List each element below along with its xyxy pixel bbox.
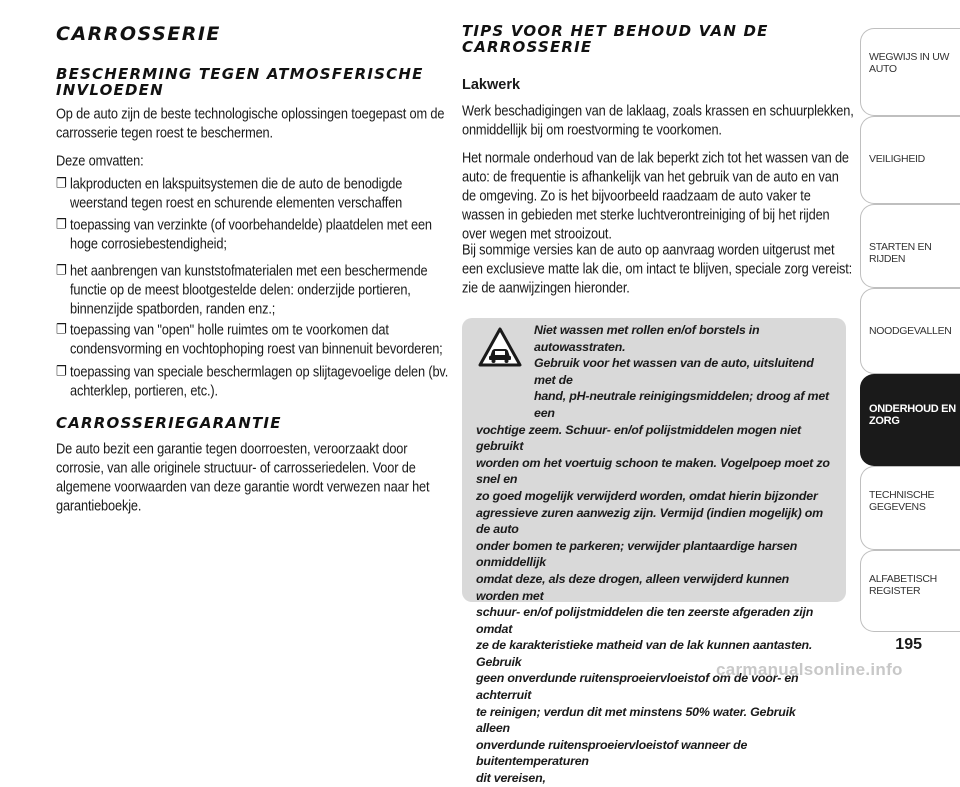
- text-line: onmiddellijk bij om roestvorming te voorkomen.: [462, 121, 722, 138]
- text-line: carrosserie tegen roest te beschermen.: [56, 124, 273, 141]
- text-line: toepassing van "open" holle ruimtes om te voorkomen dat: [70, 321, 389, 338]
- checkbox-bullet-icon: ❒: [56, 363, 67, 379]
- bullet-item: [56, 320, 470, 358]
- text-line: binnenzijde spatborden, randen enz.;: [70, 300, 276, 317]
- lakwerk-paragraph-1: [462, 101, 862, 139]
- tab-wegwijs-in-uw-auto[interactable]: [860, 28, 960, 116]
- warning-text: [476, 322, 832, 787]
- warning-line: agressieve zuren aanwezig zijn. Vermijd (indien mogelijk) om de auto: [476, 505, 823, 537]
- text-line: auto: de frequentie is afhankelijk van het gebruik van de auto en van: [462, 168, 839, 185]
- bullet-item: [56, 174, 470, 212]
- lead-text: Deze omvatten:: [56, 152, 144, 169]
- text-line: Op de auto zijn de beste technologische oplossingen toegepast om de: [56, 105, 445, 122]
- text-line: het aanbrengen van kunststofmaterialen met een beschermende: [70, 262, 428, 279]
- checkbox-bullet-icon: ❒: [56, 175, 67, 191]
- tab-label-line: AUTO: [869, 63, 897, 75]
- tab-label-line: ZORG: [869, 415, 900, 427]
- warning-line: Niet wassen met rollen en/of borstels in autowasstraten.: [534, 323, 760, 354]
- tab-technische-gegevens[interactable]: [860, 466, 960, 550]
- text-line: Werk beschadigingen van de laklaag, zoals krassen en schuurplekken,: [462, 102, 854, 119]
- lakwerk-paragraph-3: [462, 240, 862, 297]
- subheading-lakwerk: Lakwerk: [462, 77, 521, 93]
- text-line: condensvorming en vochtophoping roest van binnenuit bevorderen;: [70, 340, 443, 357]
- heading-line: CARROSSERIE: [462, 38, 593, 56]
- text-line: De auto bezit een garantie tegen doorroesten, veroorzaakt door: [56, 440, 408, 457]
- tab-label-line: ONDERHOUD EN: [869, 403, 956, 415]
- checkbox-bullet-icon: ❒: [56, 262, 67, 278]
- text-line: Bij sommige versies kan de auto op aanvraag worden uitgerust met: [462, 241, 835, 258]
- tab-label: [869, 573, 937, 597]
- text-line: algemene voorwaarden van deze garantie wordt verwezen naar het: [56, 478, 430, 495]
- text-line: lakproducten en lakspuitsystemen die de auto de benodigde: [70, 175, 403, 192]
- section-heading-garantie: CARROSSERIEGARANTIE: [56, 414, 282, 432]
- tab-label: [869, 403, 956, 427]
- text-line: een exclusieve matte lak die, om intact te blijven, speciale zorg vereist:: [462, 260, 853, 277]
- checkbox-bullet-icon: ❒: [56, 321, 67, 337]
- text-line: toepassing van verzinkte (of voorbehandelde) plaatdelen met een: [70, 216, 432, 233]
- tab-label: [869, 489, 934, 513]
- text-line: corrosie, van alle originele structuur- of carrosseriedelen. Voor de: [56, 459, 416, 476]
- warning-line: onder bomen te parkeren; verwijder plantaardige harsen onmiddellijk: [476, 538, 798, 570]
- tab-noodgevallen[interactable]: [860, 288, 960, 374]
- text-line: Het normale onderhoud van de lak beperkt zich tot het wassen van de: [462, 149, 849, 166]
- tab-label: [869, 51, 949, 75]
- tab-label: VEILIGHEID: [869, 153, 925, 165]
- checkbox-bullet-icon: ❒: [56, 216, 67, 232]
- text-line: de omgeving. Zo is het bijvoorbeeld raadzaam de auto vaker te: [462, 187, 811, 204]
- heading-line: TIPS VOOR HET BEHOUD VAN DE: [462, 22, 769, 40]
- bullet-item: [56, 261, 470, 318]
- warning-line: zo goed mogelijk verwijderd worden, omdat hierin bijzonder: [476, 488, 818, 503]
- warning-line: dit vereisen,: [476, 771, 546, 786]
- bullet-item: [56, 215, 470, 253]
- warning-line: omdat deze, als deze drogen, alleen verwijderd kunnen worden met: [476, 571, 790, 603]
- watermark: carmanualsonline.info: [716, 660, 903, 679]
- warning-line: vochtige zeem. Schuur- en/of polijstmiddelen mogen niet gebruikt: [476, 422, 801, 454]
- text-line: zie de aanwijzingen hieronder.: [462, 279, 630, 296]
- lakwerk-paragraph-2: [462, 148, 862, 243]
- intro-paragraph: [56, 104, 456, 142]
- warning-line: worden om het voertuig schoon te maken. Vogelpoep moet zo snel en: [476, 455, 830, 487]
- heading-line: BESCHERMING TEGEN ATMOSFERISCHE: [56, 65, 424, 83]
- text-line: toepassing van speciale beschermlagen op slijtagevoelige delen (bv.: [70, 363, 449, 380]
- tab-label: STARTEN EN RIJDEN: [869, 241, 932, 265]
- warning-line: geen onverdunde ruitensproeiervloeistof om de voor- en achterruit: [476, 671, 799, 703]
- tab-alfabetisch-register[interactable]: [860, 550, 960, 632]
- text-line: achterklep, portieren, etc.).: [70, 382, 218, 399]
- warning-line: ze de karakteristieke matheid van de lak kunnen aantasten. Gebruik: [476, 638, 813, 669]
- garantie-paragraph: [56, 439, 456, 515]
- text-line: wassen in gebieden met sterke luchtverontreiniging of bij het rijden: [462, 206, 830, 224]
- tab-label-line: REGISTER: [869, 585, 921, 597]
- tab-label-line: TECHNISCHE: [869, 489, 935, 501]
- heading-line: INVLOEDEN: [56, 81, 164, 99]
- tab-label: NOODGEVALLEN: [869, 325, 952, 337]
- text-line: weerstand tegen roest en schurende elementen verschaffen: [70, 194, 403, 211]
- warning-line: schuur- en/of polijstmiddelen die ten zeerste afgeraden zijn omdat: [476, 605, 814, 636]
- page-number: 195: [895, 636, 922, 653]
- page-title: CARROSSERIE: [56, 23, 221, 45]
- tab-label-line: GEGEVENS: [869, 501, 926, 513]
- text-line: hoge corrosiebestendigheid;: [70, 235, 227, 252]
- warning-line: hand, pH-neutrale reinigingsmiddelen; droog af met een: [534, 389, 829, 420]
- text-line: garantieboekje.: [56, 497, 142, 515]
- warning-line: onverdunde ruitensproeiervloeistof wanneer de buitentemperaturen: [476, 737, 748, 769]
- tab-label-line: ALFABETISCH: [869, 573, 937, 585]
- bullet-item: [56, 362, 470, 400]
- text-line: over wegen met strooizout.: [462, 225, 612, 243]
- tab-starten-en-rijden[interactable]: [860, 204, 960, 288]
- warning-line: Gebruik voor het wassen van de auto, uitsluitend met de: [534, 356, 814, 387]
- tab-veiligheid[interactable]: [860, 116, 960, 204]
- text-line: functie op de meest blootgestelde delen: onderzijde portieren,: [70, 281, 411, 298]
- tab-label-line: WEGWIJS IN UW: [869, 51, 950, 63]
- tab-onderhoud-en-zorg[interactable]: [860, 374, 960, 466]
- warning-line: te reinigen; verdun dit met minstens 50% water. Gebruik alleen: [476, 704, 796, 736]
- section-heading-tips: [462, 23, 769, 55]
- section-heading-bescherming: [56, 66, 424, 98]
